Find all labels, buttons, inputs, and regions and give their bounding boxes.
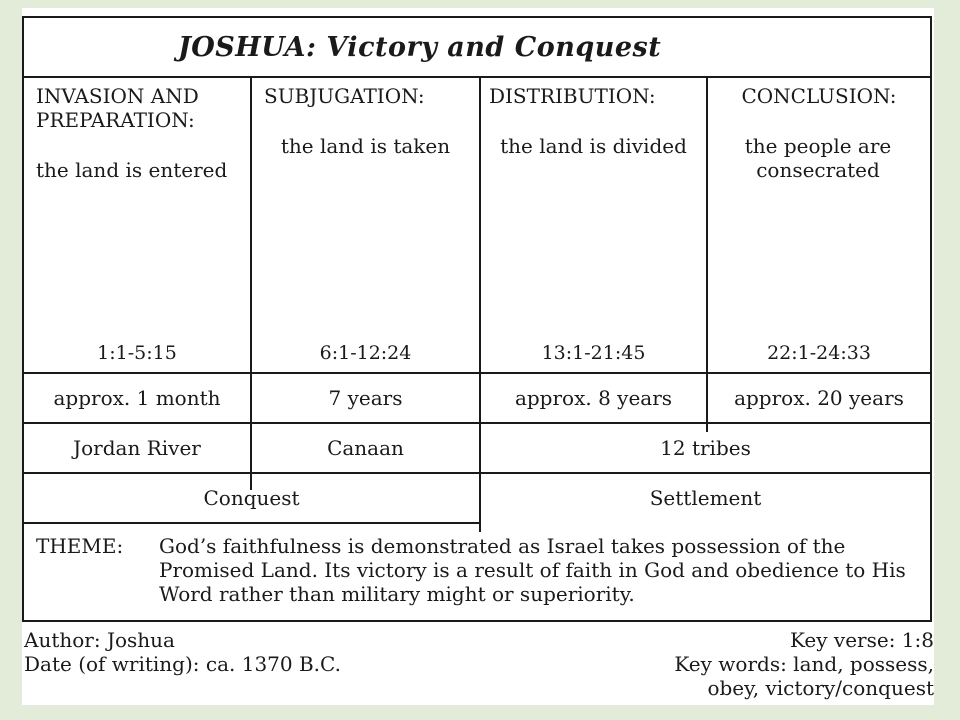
footer — [22, 628, 934, 704]
key-verse: Key verse: 1:8 — [790, 628, 934, 652]
column-subjugation — [252, 78, 479, 372]
duration-subjugation: 7 years — [328, 386, 403, 410]
place-twelve-tribes: 12 tribes — [660, 436, 751, 460]
key-words-line-2: obey, victory/conquest — [707, 676, 934, 700]
theme-text: God’s faithfulness is demonstrated as Israel takes possession of the Promised Land. Its victory is a result of faith in God and obedience to His Word rather than military might or superiority. — [159, 534, 906, 606]
column-invasion — [24, 78, 250, 372]
footer-left — [24, 628, 341, 676]
column-distribution — [481, 78, 706, 372]
column-description: the land is divided — [500, 134, 687, 158]
column-heading: SUBJUGATION: — [264, 84, 425, 108]
scripture-reference: 1:1-5:15 — [97, 342, 177, 364]
key-words-line-1: Key words: land, possess, — [674, 652, 934, 676]
phase-conquest: Conquest — [203, 486, 300, 510]
summary-chart — [22, 16, 932, 622]
duration-invasion: approx. 1 month — [53, 386, 221, 410]
column-heading: DISTRIBUTION: — [489, 84, 656, 108]
date-of-writing: Date (of writing): ca. 1370 B.C. — [24, 652, 341, 676]
theme-section — [24, 524, 930, 620]
place-jordan-river: Jordan River — [73, 436, 201, 460]
phase-settlement: Settlement — [649, 486, 762, 510]
scripture-reference: 6:1-12:24 — [319, 342, 412, 364]
scripture-reference: 22:1-24:33 — [767, 342, 871, 364]
chart-title: JOSHUA: Victory and Conquest — [24, 18, 930, 78]
column-description: the people are consecrated — [744, 134, 892, 182]
column-heading: CONCLUSION: — [741, 84, 897, 108]
column-conclusion — [708, 78, 930, 372]
footer-right — [674, 628, 934, 700]
author: Author: Joshua — [24, 628, 175, 652]
place-canaan: Canaan — [327, 436, 404, 460]
column-heading: INVASION AND PREPARATION: — [36, 84, 199, 132]
duration-conclusion: approx. 20 years — [734, 386, 904, 410]
scripture-reference: 13:1-21:45 — [541, 342, 646, 364]
page — [22, 8, 934, 705]
column-description: the land is taken — [280, 134, 451, 158]
duration-distribution: approx. 8 years — [514, 386, 673, 410]
theme-label: THEME: — [36, 534, 124, 558]
column-description: the land is entered — [36, 158, 228, 182]
